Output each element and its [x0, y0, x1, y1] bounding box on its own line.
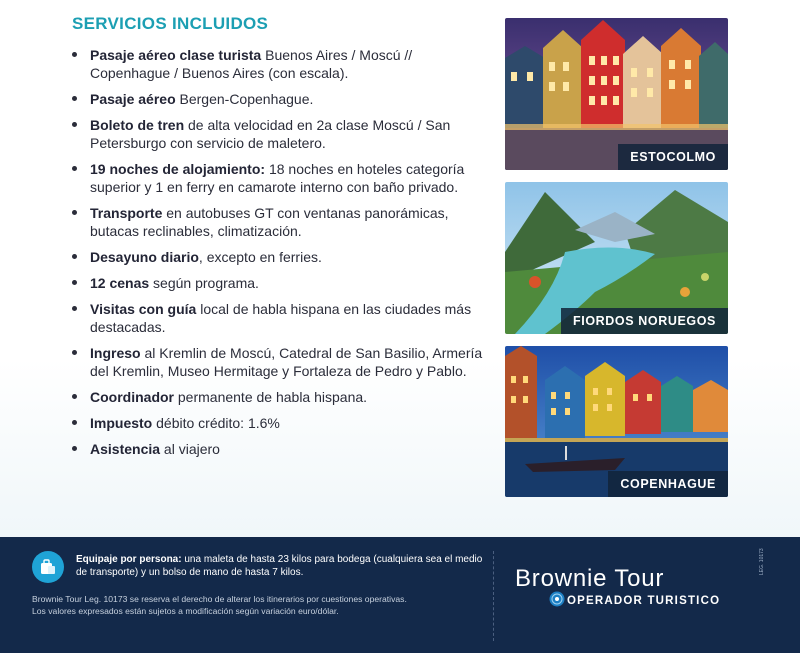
luggage-bold: Equipaje por persona: — [76, 554, 182, 565]
legal-note — [32, 593, 482, 617]
service-bold: Asistencia — [90, 441, 161, 457]
service-text: al Kremlin de Moscú, Catedral de San Basilio, Armería del Kremlin, Museo Hermitage y Fortaleza de Pedro y Pablo. — [90, 345, 483, 379]
footer — [0, 537, 800, 653]
service-item — [72, 160, 484, 196]
service-bold: 19 noches de alojamiento: — [90, 161, 266, 177]
section-title: SERVICIOS INCLUIDOS — [72, 14, 269, 33]
service-bold: Transporte — [90, 205, 163, 221]
service-bold: Pasaje aéreo clase turista — [90, 47, 262, 63]
service-bold: Coordinador — [90, 389, 174, 405]
service-text: Buenos Aires / Moscú // Copenhague / Buenos Aires (con escala). — [90, 47, 413, 81]
brand-leg: LEG. 10173 — [759, 548, 765, 575]
service-text: local de habla hispana en las ciudades más destacadas. — [90, 301, 472, 335]
service-bold: Pasaje aéreo — [90, 91, 176, 107]
photo-caption: COPENHAGUE — [608, 471, 728, 497]
luggage-text: una maleta de hasta 23 kilos para bodega (cualquiera sea el medio de transporte) y un bolso de mano de hasta 7 kilos. — [76, 554, 483, 578]
service-text: permanente de habla hispana. — [174, 389, 368, 405]
service-item — [72, 116, 484, 152]
brand-name: Brownie Tour — [515, 565, 665, 592]
service-item — [72, 440, 484, 458]
brand-tagline: OPERADOR TURISTICO — [567, 595, 721, 607]
brand-logo — [515, 548, 765, 625]
photo-caption: FIORDOS NORUEGOS — [561, 308, 728, 334]
legal-line-2: Los valores expresados están sujetos a modificación según variación euro/dólar. — [32, 606, 339, 616]
service-text: según programa. — [149, 275, 259, 291]
photo-fiordos — [505, 182, 728, 334]
service-item — [72, 90, 484, 108]
service-item — [72, 46, 484, 82]
service-item — [72, 414, 484, 432]
photo-copenhague — [505, 346, 728, 497]
service-bold: Desayuno diario — [90, 249, 199, 265]
photo-estocolmo — [505, 18, 728, 170]
service-text: , excepto en ferries. — [198, 249, 322, 265]
luggage-icon — [32, 551, 64, 583]
service-item — [72, 274, 484, 292]
footer-divider — [493, 551, 494, 641]
service-bold: 12 cenas — [90, 275, 150, 291]
service-text: 18 noches en hoteles categoría superior y 1 en ferry en camarote interno con baño privado. — [90, 161, 465, 195]
service-text: al viajero — [160, 441, 220, 457]
service-item — [72, 300, 484, 336]
brand-emblem-icon — [549, 591, 565, 607]
service-text: de alta velocidad en 2a clase Moscú / San Petersburgo con servicio de maletero. — [90, 117, 451, 151]
service-text: débito crédito: 1.6% — [152, 415, 280, 431]
service-bold: Visitas con guía — [90, 301, 197, 317]
service-item — [72, 248, 484, 266]
legal-line-1: Brownie Tour Leg. 10173 se reserva el derecho de alterar los itinerarios por cuestiones operativas. — [32, 594, 407, 604]
photo-caption: ESTOCOLMO — [618, 144, 728, 170]
service-item — [72, 204, 484, 240]
service-text: Bergen-Copenhague. — [175, 91, 314, 107]
service-text: en autobuses GT con ventanas panorámicas, butacas reclinables, climatización. — [90, 205, 449, 239]
service-bold: Boleto de tren — [90, 117, 185, 133]
service-item — [72, 344, 484, 380]
services-list — [72, 46, 484, 466]
service-item — [72, 388, 484, 406]
service-bold: Ingreso — [90, 345, 141, 361]
luggage-note — [76, 553, 486, 579]
service-bold: Impuesto — [90, 415, 153, 431]
